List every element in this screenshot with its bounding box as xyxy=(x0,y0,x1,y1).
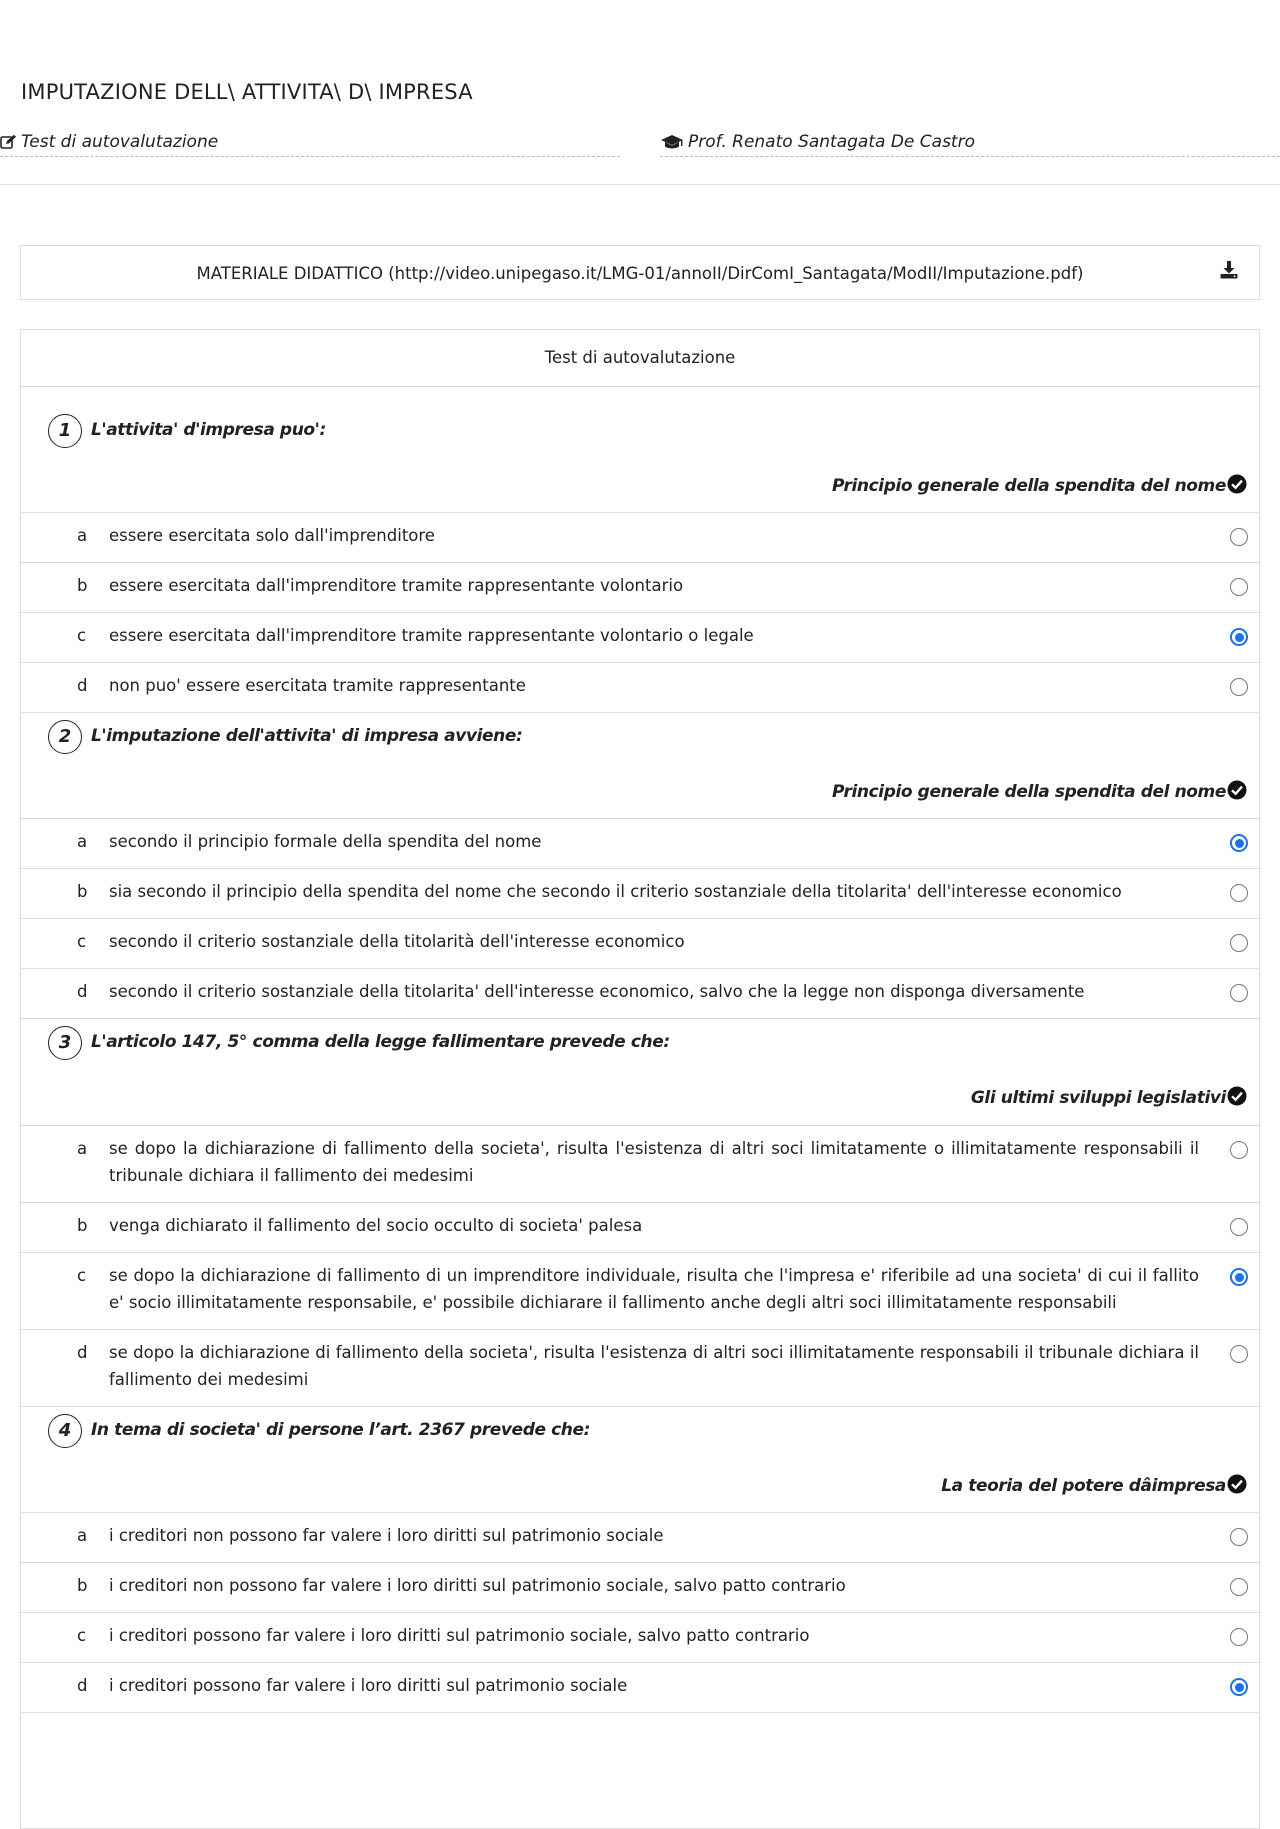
option-row[interactable] xyxy=(21,1662,1259,1713)
option-row[interactable] xyxy=(21,562,1259,613)
check-circle-icon xyxy=(1227,780,1247,800)
question-topic xyxy=(941,1474,1247,1496)
option-row[interactable] xyxy=(21,1202,1259,1253)
option-letter: b xyxy=(77,882,88,901)
option-text: i creditori possono far valere i loro diritti sul patrimonio sociale xyxy=(109,1676,628,1695)
option-letter: b xyxy=(77,576,88,595)
material-link[interactable]: MATERIALE DIDATTICO (http://video.unipegaso.it/LMG-01/annoII/DirComI_Santagata/ModII/Imputazione.pdf) xyxy=(196,264,1084,283)
option-letter: d xyxy=(77,1676,88,1695)
option-letter: d xyxy=(77,676,88,695)
option-text: essere esercitata dall'imprenditore tramite rappresentante volontario xyxy=(109,576,684,595)
radio-button[interactable] xyxy=(1230,1528,1248,1546)
option-text: se dopo la dichiarazione di fallimento della societa', risulta l'esistenza di altri soci illimitatamente responsabili il tribunale dichiara il fallimento dei medesimi xyxy=(109,1343,1199,1389)
question-3 xyxy=(21,1018,1259,1126)
option-letter: a xyxy=(77,1526,88,1545)
question-text: L'attivita' d'impresa puo': xyxy=(91,420,326,440)
professor-name: Prof. Renato Santagata De Castro xyxy=(688,132,975,152)
radio-button[interactable] xyxy=(1230,1345,1248,1363)
option-letter: c xyxy=(77,932,87,951)
material-download-panel[interactable] xyxy=(20,245,1260,300)
test-header-title: Test di autovalutazione xyxy=(544,348,736,367)
option-letter: b xyxy=(77,1216,88,1235)
question-number: 4 xyxy=(48,1414,82,1448)
option-row[interactable] xyxy=(21,1125,1259,1203)
option-row[interactable] xyxy=(21,918,1259,969)
option-row[interactable] xyxy=(21,868,1259,919)
option-letter: d xyxy=(77,982,88,1001)
radio-button[interactable] xyxy=(1230,1141,1248,1159)
radio-button[interactable] xyxy=(1230,1678,1248,1696)
option-row[interactable] xyxy=(21,662,1259,713)
question-topic-text: La teoria del potere dâimpresa xyxy=(941,1476,1226,1496)
divider xyxy=(0,184,1280,185)
radio-button[interactable] xyxy=(1230,834,1248,852)
check-circle-icon xyxy=(1227,1086,1247,1106)
option-text: secondo il principio formale della spendita del nome xyxy=(109,832,542,851)
edit-icon xyxy=(0,134,17,155)
question-2 xyxy=(21,712,1259,819)
question-number: 3 xyxy=(48,1026,82,1060)
question-text: In tema di societa' di persone l’art. 2367 prevede che: xyxy=(91,1420,591,1440)
option-text: sia secondo il principio della spendita del nome che secondo il criterio sostanziale della titolarita' dell'interesse economico xyxy=(109,882,1122,901)
option-letter: c xyxy=(77,626,87,645)
question-text: L'imputazione dell'attivita' di impresa avviene: xyxy=(91,726,523,746)
option-text: secondo il criterio sostanziale della titolarità dell'interesse economico xyxy=(109,932,685,951)
question-topic-text: Principio generale della spendita del nome xyxy=(831,476,1226,496)
option-text: i creditori possono far valere i loro diritti sul patrimonio sociale, salvo patto contrario xyxy=(109,1626,810,1645)
option-row[interactable] xyxy=(21,1512,1259,1563)
radio-button[interactable] xyxy=(1230,1578,1248,1596)
option-letter: c xyxy=(77,1626,87,1645)
question-1 xyxy=(21,386,1259,513)
option-text: se dopo la dichiarazione di fallimento della societa', risulta l'esistenza di altri soci limitatamente o illimitatamente responsabili il tribunale dichiara il fallimento dei medesimi xyxy=(109,1139,1199,1185)
question-topic xyxy=(971,1086,1247,1108)
page-title: IMPUTAZIONE DELL\ ATTIVITA\ D\ IMPRESA xyxy=(21,80,473,104)
option-text: essere esercitata dall'imprenditore tramite rappresentante volontario o legale xyxy=(109,626,754,645)
option-row[interactable] xyxy=(21,1562,1259,1613)
option-row[interactable] xyxy=(21,612,1259,663)
test-header xyxy=(21,330,1259,387)
option-row[interactable] xyxy=(21,512,1259,563)
option-row[interactable] xyxy=(21,968,1259,1019)
option-letter: b xyxy=(77,1576,88,1595)
question-4 xyxy=(21,1406,1259,1513)
test-panel xyxy=(20,329,1260,1829)
option-letter: a xyxy=(77,1139,88,1158)
download-icon[interactable] xyxy=(1219,260,1239,284)
option-text: non puo' essere esercitata tramite rappresentante xyxy=(109,676,526,695)
question-topic-text: Gli ultimi sviluppi legislativi xyxy=(970,1088,1226,1108)
option-letter: c xyxy=(77,1266,87,1285)
option-text: venga dichiarato il fallimento del socio occulto di societa' palesa xyxy=(109,1216,643,1235)
option-letter: d xyxy=(77,1343,88,1362)
radio-button[interactable] xyxy=(1230,884,1248,902)
question-text: L'articolo 147, 5° comma della legge fallimentare prevede che: xyxy=(91,1032,670,1052)
option-row[interactable] xyxy=(21,1612,1259,1663)
radio-button[interactable] xyxy=(1230,678,1248,696)
radio-button[interactable] xyxy=(1230,984,1248,1002)
radio-button[interactable] xyxy=(1230,578,1248,596)
radio-button[interactable] xyxy=(1230,1628,1248,1646)
option-text: se dopo la dichiarazione di fallimento di un imprenditore individuale, risulta che l'impresa e' riferibile ad una societa' di cui il fallito e' socio illimitatamente responsabile, e' possibile dichiarare il fallimento anche degli altri soci illimitatamente responsabili xyxy=(109,1266,1199,1312)
check-circle-icon xyxy=(1227,474,1247,494)
option-text: i creditori non possono far valere i loro diritti sul patrimonio sociale xyxy=(109,1526,664,1545)
option-letter: a xyxy=(77,832,88,851)
option-letter: a xyxy=(77,526,88,545)
test-label xyxy=(0,132,620,157)
question-topic-text: Principio generale della spendita del nome xyxy=(831,782,1226,802)
test-label-text: Test di autovalutazione xyxy=(21,132,219,152)
question-number: 1 xyxy=(48,414,82,448)
radio-button[interactable] xyxy=(1230,628,1248,646)
radio-button[interactable] xyxy=(1230,528,1248,546)
radio-button[interactable] xyxy=(1230,1218,1248,1236)
option-text: secondo il criterio sostanziale della titolarita' dell'interesse economico, salvo che la legge non disponga diversamente xyxy=(109,982,1085,1001)
option-text: i creditori non possono far valere i loro diritti sul patrimonio sociale, salvo patto contrario xyxy=(109,1576,846,1595)
option-row[interactable] xyxy=(21,1252,1259,1330)
question-number: 2 xyxy=(48,720,82,754)
radio-button[interactable] xyxy=(1230,934,1248,952)
question-topic xyxy=(832,780,1247,802)
option-row[interactable] xyxy=(21,818,1259,869)
professor-label xyxy=(660,132,1280,157)
option-text: essere esercitata solo dall'imprenditore xyxy=(109,526,435,545)
option-row[interactable] xyxy=(21,1329,1259,1407)
question-topic xyxy=(832,474,1247,496)
graduation-cap-icon xyxy=(660,134,684,155)
radio-button[interactable] xyxy=(1230,1268,1248,1286)
check-circle-icon xyxy=(1227,1474,1247,1494)
